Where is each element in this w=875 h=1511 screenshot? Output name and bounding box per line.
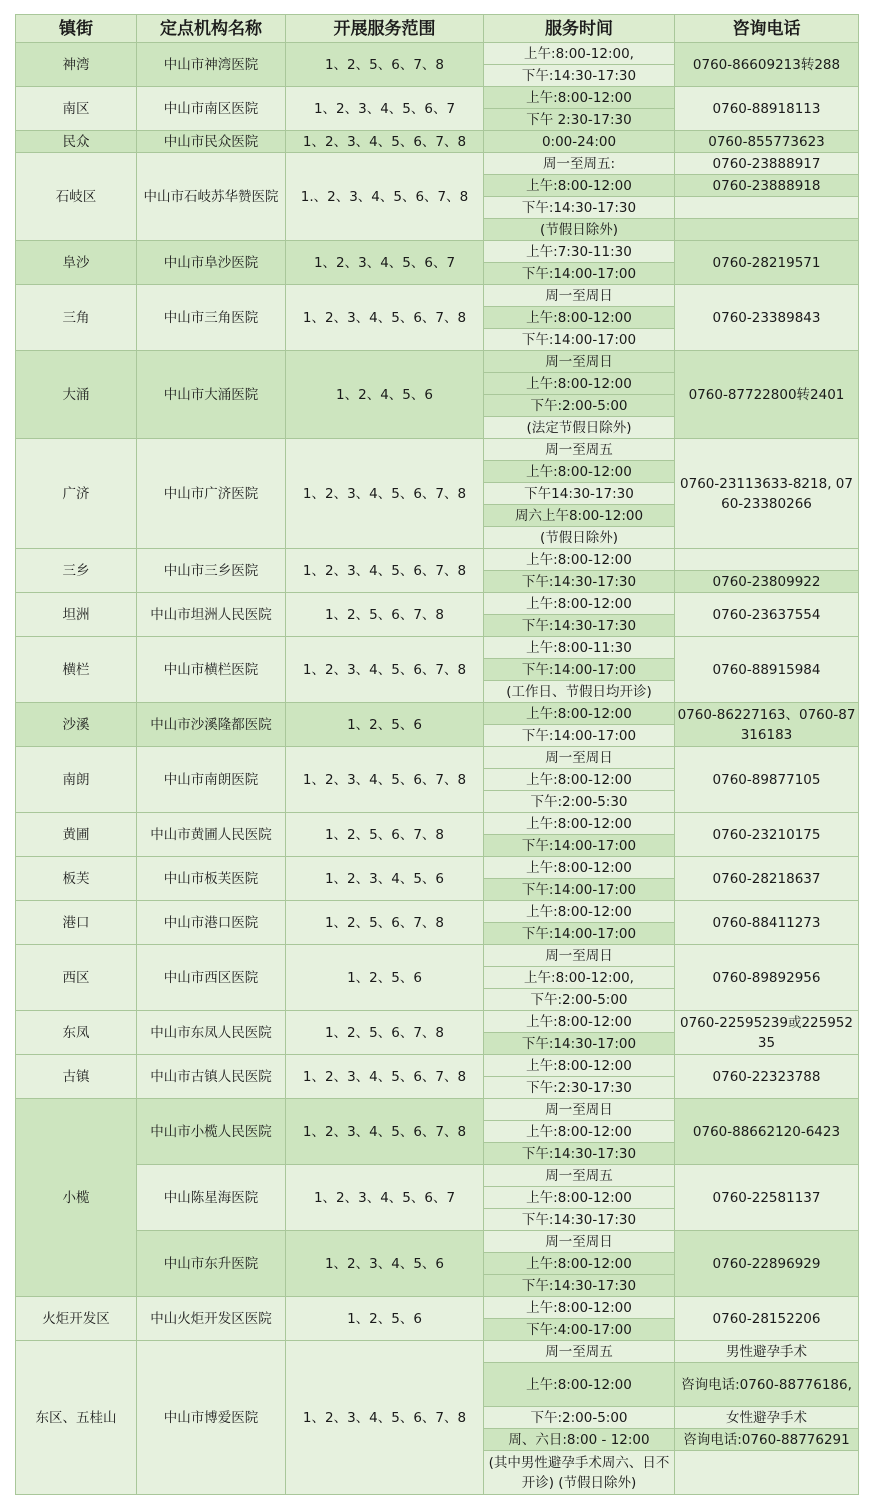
town-cell: 三乡 — [16, 549, 137, 593]
time-cell: 周一至周日 — [484, 747, 675, 769]
phone-cell: 0760-88918113 — [675, 87, 859, 131]
table-row — [16, 439, 859, 461]
org-cell: 中山市东凤人民医院 — [137, 1011, 286, 1055]
table-row — [16, 549, 859, 571]
table-row — [16, 1297, 859, 1319]
header-row — [16, 15, 859, 43]
town-cell: 坦洲 — [16, 593, 137, 637]
row-group-fusha — [16, 241, 859, 285]
time-cell: 上午:8:00-12:00 — [484, 461, 675, 483]
scope-cell: 1、2、4、5、6 — [286, 351, 484, 439]
table-row — [16, 153, 859, 175]
table-row — [16, 351, 859, 373]
time-cell: 上午:8:00-12:00 — [484, 769, 675, 791]
scope-cell: 1、2、3、4、5、6、7 — [286, 241, 484, 285]
time-cell: 上午:8:00-12:00 — [484, 857, 675, 879]
town-cell: 沙溪 — [16, 703, 137, 747]
org-cell: 中山市小榄人民医院 — [137, 1099, 286, 1165]
service-table — [15, 14, 859, 1495]
time-cell: 下午:14:30-17:30 — [484, 197, 675, 219]
time-cell: (工作日、节假日均开诊) — [484, 681, 675, 703]
row-group-nanqu — [16, 87, 859, 131]
scope-cell: 1、2、3、4、5、6、7、8 — [286, 549, 484, 593]
scope-cell: 1、2、3、4、5、6、7 — [286, 1165, 484, 1231]
time-cell: 上午:8:00-12:00 — [484, 373, 675, 395]
time-cell: 周一至周五 — [484, 1165, 675, 1187]
time-cell: 下午:14:00-17:00 — [484, 725, 675, 747]
org-cell: 中山火炬开发区医院 — [137, 1297, 286, 1341]
phone-cell: 0760-23210175 — [675, 813, 859, 857]
time-cell: 下午:14:30-17:30 — [484, 1143, 675, 1165]
scope-cell: 1、2、3、4、5、6、7、8 — [286, 131, 484, 153]
row-group-gangkou — [16, 901, 859, 945]
town-cell: 黄圃 — [16, 813, 137, 857]
table-row — [16, 1231, 859, 1253]
table-row — [16, 901, 859, 923]
scope-cell: 1、2、5、6、7、8 — [286, 43, 484, 87]
time-cell: 周一至周五 — [484, 1341, 675, 1363]
table-row — [16, 637, 859, 659]
phone-cell: 0760-23389843 — [675, 285, 859, 351]
time-cell: 上午:8:00-12:00 — [484, 593, 675, 615]
time-cell: 上午:8:00-12:00 — [484, 1011, 675, 1033]
time-cell: (节假日除外) — [484, 527, 675, 549]
org-cell: 中山市沙溪隆都医院 — [137, 703, 286, 747]
time-cell: 上午:8:00-12:00, — [484, 43, 675, 65]
time-cell: 上午:8:00-12:00 — [484, 1121, 675, 1143]
table-row — [16, 857, 859, 879]
time-cell: 下午:14:30-17:00 — [484, 1033, 675, 1055]
time-cell: 上午:8:00-12:00 — [484, 549, 675, 571]
phone-cell: 咨询电话:0760-88776291 — [675, 1429, 859, 1451]
header-phone: 咨询电话 — [675, 15, 859, 43]
time-cell: 周一至周日 — [484, 351, 675, 373]
time-cell: 上午:8:00-12:00 — [484, 703, 675, 725]
org-cell: 中山市横栏医院 — [137, 637, 286, 703]
town-cell: 阜沙 — [16, 241, 137, 285]
time-cell: 下午:2:30-17:30 — [484, 1077, 675, 1099]
org-cell: 中山市西区医院 — [137, 945, 286, 1011]
scope-cell: 1、2、5、6 — [286, 945, 484, 1011]
scope-cell: 1、2、3、4、5、6 — [286, 857, 484, 901]
row-group-shaxi — [16, 703, 859, 747]
scope-cell: 1、2、3、4、5、6、7、8 — [286, 747, 484, 813]
time-cell: 上午:8:00-12:00 — [484, 813, 675, 835]
town-cell: 横栏 — [16, 637, 137, 703]
phone-cell: 男性避孕手术 — [675, 1341, 859, 1363]
table-row — [16, 593, 859, 615]
org-cell: 中山市港口医院 — [137, 901, 286, 945]
time-cell: 上午:8:00-12:00 — [484, 901, 675, 923]
phone-cell: 0760-23888917 — [675, 153, 859, 175]
service-table-wrapper — [15, 14, 859, 1495]
row-group-guangji — [16, 439, 859, 549]
scope-cell: 1、2、3、4、5、6 — [286, 1231, 484, 1297]
phone-cell: 0760-23888918 — [675, 175, 859, 197]
table-row — [16, 703, 859, 725]
row-group-henglan — [16, 637, 859, 703]
time-cell: 上午:8:00-12:00 — [484, 307, 675, 329]
phone-cell: 0760-28218637 — [675, 857, 859, 901]
table-row — [16, 945, 859, 967]
org-cell: 中山市东升医院 — [137, 1231, 286, 1297]
town-cell: 民众 — [16, 131, 137, 153]
org-cell: 中山市神湾医院 — [137, 43, 286, 87]
org-cell: 中山市古镇人民医院 — [137, 1055, 286, 1099]
time-cell: (其中男性避孕手术周六、日不开诊) (节假日除外) — [484, 1451, 675, 1495]
row-group-tanzhou — [16, 593, 859, 637]
time-cell: 周一至周五: — [484, 153, 675, 175]
row-group-guzhen — [16, 1055, 859, 1099]
phone-cell: 0760-23637554 — [675, 593, 859, 637]
table-row — [16, 1099, 859, 1121]
table-row — [16, 241, 859, 263]
scope-cell: 1、2、3、4、5、6、7、8 — [286, 637, 484, 703]
time-cell: 下午:14:30-17:30 — [484, 1209, 675, 1231]
time-cell: 下午:14:30-17:30 — [484, 1275, 675, 1297]
scope-cell: 1、2、5、6、7、8 — [286, 1011, 484, 1055]
row-group-sanxiang — [16, 549, 859, 593]
town-cell: 火炬开发区 — [16, 1297, 137, 1341]
time-cell: 下午:2:00-5:30 — [484, 791, 675, 813]
time-cell: 0:00-24:00 — [484, 131, 675, 153]
scope-cell: 1、2、3、4、5、6、7、8 — [286, 285, 484, 351]
org-cell: 中山市南朗医院 — [137, 747, 286, 813]
phone-cell: 0760-28152206 — [675, 1297, 859, 1341]
scope-cell: 1、2、3、4、5、6、7、8 — [286, 1099, 484, 1165]
scope-cell: 1、2、5、6 — [286, 703, 484, 747]
time-cell: 上午:8:00-12:00 — [484, 1363, 675, 1407]
row-group-xiqu — [16, 945, 859, 1011]
phone-cell: 0760-855773623 — [675, 131, 859, 153]
time-cell: 上午:8:00-11:30 — [484, 637, 675, 659]
phone-cell: 0760-22323788 — [675, 1055, 859, 1099]
phone-cell — [675, 1451, 859, 1495]
phone-cell: 0760-88915984 — [675, 637, 859, 703]
time-cell: 下午:14:00-17:00 — [484, 923, 675, 945]
town-cell: 小榄 — [16, 1099, 137, 1297]
row-group-xiaolan — [16, 1099, 859, 1297]
row-group-sanjiao — [16, 285, 859, 351]
table-row — [16, 131, 859, 153]
time-cell: 下午:14:30-17:30 — [484, 571, 675, 593]
org-cell: 中山市民众医院 — [137, 131, 286, 153]
phone-cell: 0760-87722800转2401 — [675, 351, 859, 439]
time-cell: 周六上午8:00-12:00 — [484, 505, 675, 527]
header-scope: 开展服务范围 — [286, 15, 484, 43]
row-group-huangpu — [16, 813, 859, 857]
table-row — [16, 1055, 859, 1077]
scope-cell: 1、2、5、6 — [286, 1297, 484, 1341]
time-cell: 下午:2:00-5:00 — [484, 1407, 675, 1429]
row-group-nanlang — [16, 747, 859, 813]
org-cell: 中山市阜沙医院 — [137, 241, 286, 285]
phone-cell: 0760-86227163、0760-87316183 — [675, 703, 859, 747]
phone-cell: 女性避孕手术 — [675, 1407, 859, 1429]
time-cell: 下午:14:00-17:00 — [484, 263, 675, 285]
town-cell: 东凤 — [16, 1011, 137, 1055]
header-town: 镇街 — [16, 15, 137, 43]
town-cell: 石岐区 — [16, 153, 137, 241]
time-cell: 上午:8:00-12:00 — [484, 1187, 675, 1209]
town-cell: 板芙 — [16, 857, 137, 901]
scope-cell: 1、2、5、6、7、8 — [286, 901, 484, 945]
table-row — [16, 285, 859, 307]
time-cell: 上午:8:00-12:00, — [484, 967, 675, 989]
phone-cell: 0760-28219571 — [675, 241, 859, 285]
time-cell: 上午:8:00-12:00 — [484, 1297, 675, 1319]
table-row — [16, 1165, 859, 1187]
org-cell: 中山市坦洲人民医院 — [137, 593, 286, 637]
scope-cell: 1、2、3、4、5、6、7、8 — [286, 1341, 484, 1495]
time-cell: 周一至周日 — [484, 945, 675, 967]
phone-cell: 0760-23809922 — [675, 571, 859, 593]
time-cell: 周一至周日 — [484, 1099, 675, 1121]
phone-cell: 0760-22581137 — [675, 1165, 859, 1231]
org-cell: 中山市广济医院 — [137, 439, 286, 549]
row-group-minzhong — [16, 131, 859, 153]
org-cell: 中山市博爱医院 — [137, 1341, 286, 1495]
phone-cell — [675, 549, 859, 571]
time-cell: 上午:8:00-12:00 — [484, 1253, 675, 1275]
town-cell: 广济 — [16, 439, 137, 549]
phone-cell: 0760-22595239或22595235 — [675, 1011, 859, 1055]
phone-cell: 0760-89892956 — [675, 945, 859, 1011]
phone-cell — [675, 197, 859, 219]
org-cell: 中山陈星海医院 — [137, 1165, 286, 1231]
town-cell: 古镇 — [16, 1055, 137, 1099]
time-cell: 下午14:30-17:30 — [484, 483, 675, 505]
row-group-dongqu — [16, 1341, 859, 1495]
table-row — [16, 87, 859, 109]
time-cell: 上午:8:00-12:00 — [484, 175, 675, 197]
town-cell: 南朗 — [16, 747, 137, 813]
table-row — [16, 1011, 859, 1033]
time-cell: 周一至周五 — [484, 439, 675, 461]
row-group-banfu — [16, 857, 859, 901]
time-cell: 下午:2:00-5:00 — [484, 395, 675, 417]
phone-cell: 0760-89877105 — [675, 747, 859, 813]
phone-cell: 0760-88411273 — [675, 901, 859, 945]
row-group-shenwan — [16, 43, 859, 87]
town-cell: 西区 — [16, 945, 137, 1011]
scope-cell: 1、2、5、6、7、8 — [286, 593, 484, 637]
time-cell: 下午:14:00-17:00 — [484, 659, 675, 681]
time-cell: 周一至周日 — [484, 1231, 675, 1253]
time-cell: 周一至周日 — [484, 285, 675, 307]
org-cell: 中山市南区医院 — [137, 87, 286, 131]
table-row — [16, 813, 859, 835]
town-cell: 港口 — [16, 901, 137, 945]
org-cell: 中山市板芙医院 — [137, 857, 286, 901]
phone-cell: 0760-86609213转288 — [675, 43, 859, 87]
header-org: 定点机构名称 — [137, 15, 286, 43]
table-row — [16, 1341, 859, 1363]
time-cell: 下午:4:00-17:00 — [484, 1319, 675, 1341]
time-cell: 下午:14:00-17:00 — [484, 879, 675, 901]
time-cell: (节假日除外) — [484, 219, 675, 241]
phone-cell: 0760-22896929 — [675, 1231, 859, 1297]
time-cell: 上午:8:00-12:00 — [484, 87, 675, 109]
town-cell: 大涌 — [16, 351, 137, 439]
row-group-dongfeng — [16, 1011, 859, 1055]
phone-cell: 0760-88662120-6423 — [675, 1099, 859, 1165]
table-row — [16, 43, 859, 65]
org-cell: 中山市三乡医院 — [137, 549, 286, 593]
town-cell: 神湾 — [16, 43, 137, 87]
phone-cell: 0760-23113633-8218, 0760-23380266 — [675, 439, 859, 549]
scope-cell: 1、2、3、4、5、6、7、8 — [286, 1055, 484, 1099]
phone-cell — [675, 219, 859, 241]
header-time: 服务时间 — [484, 15, 675, 43]
row-group-dayong — [16, 351, 859, 439]
org-cell: 中山市石岐苏华赞医院 — [137, 153, 286, 241]
time-cell: 下午:2:00-5:00 — [484, 989, 675, 1011]
town-cell: 三角 — [16, 285, 137, 351]
time-cell: 下午 2:30-17:30 — [484, 109, 675, 131]
org-cell: 中山市大涌医院 — [137, 351, 286, 439]
org-cell: 中山市三角医院 — [137, 285, 286, 351]
time-cell: 下午:14:30-17:30 — [484, 65, 675, 87]
row-group-huoju — [16, 1297, 859, 1341]
town-cell: 南区 — [16, 87, 137, 131]
scope-cell: 1、2、3、4、5、6、7、8 — [286, 439, 484, 549]
time-cell: 下午:14:00-17:00 — [484, 329, 675, 351]
table-row — [16, 747, 859, 769]
time-cell: 下午:14:30-17:30 — [484, 615, 675, 637]
time-cell: 上午:7:30-11:30 — [484, 241, 675, 263]
scope-cell: 1.、2、3、4、5、6、7、8 — [286, 153, 484, 241]
org-cell: 中山市黄圃人民医院 — [137, 813, 286, 857]
scope-cell: 1、2、5、6、7、8 — [286, 813, 484, 857]
time-cell: 周、六日:8:00 - 12:00 — [484, 1429, 675, 1451]
town-cell: 东区、五桂山 — [16, 1341, 137, 1495]
time-cell: (法定节假日除外) — [484, 417, 675, 439]
row-group-shiqi — [16, 153, 859, 241]
time-cell: 上午:8:00-12:00 — [484, 1055, 675, 1077]
time-cell: 下午:14:00-17:00 — [484, 835, 675, 857]
scope-cell: 1、2、3、4、5、6、7 — [286, 87, 484, 131]
phone-cell: 咨询电话:0760-88776186, — [675, 1363, 859, 1407]
